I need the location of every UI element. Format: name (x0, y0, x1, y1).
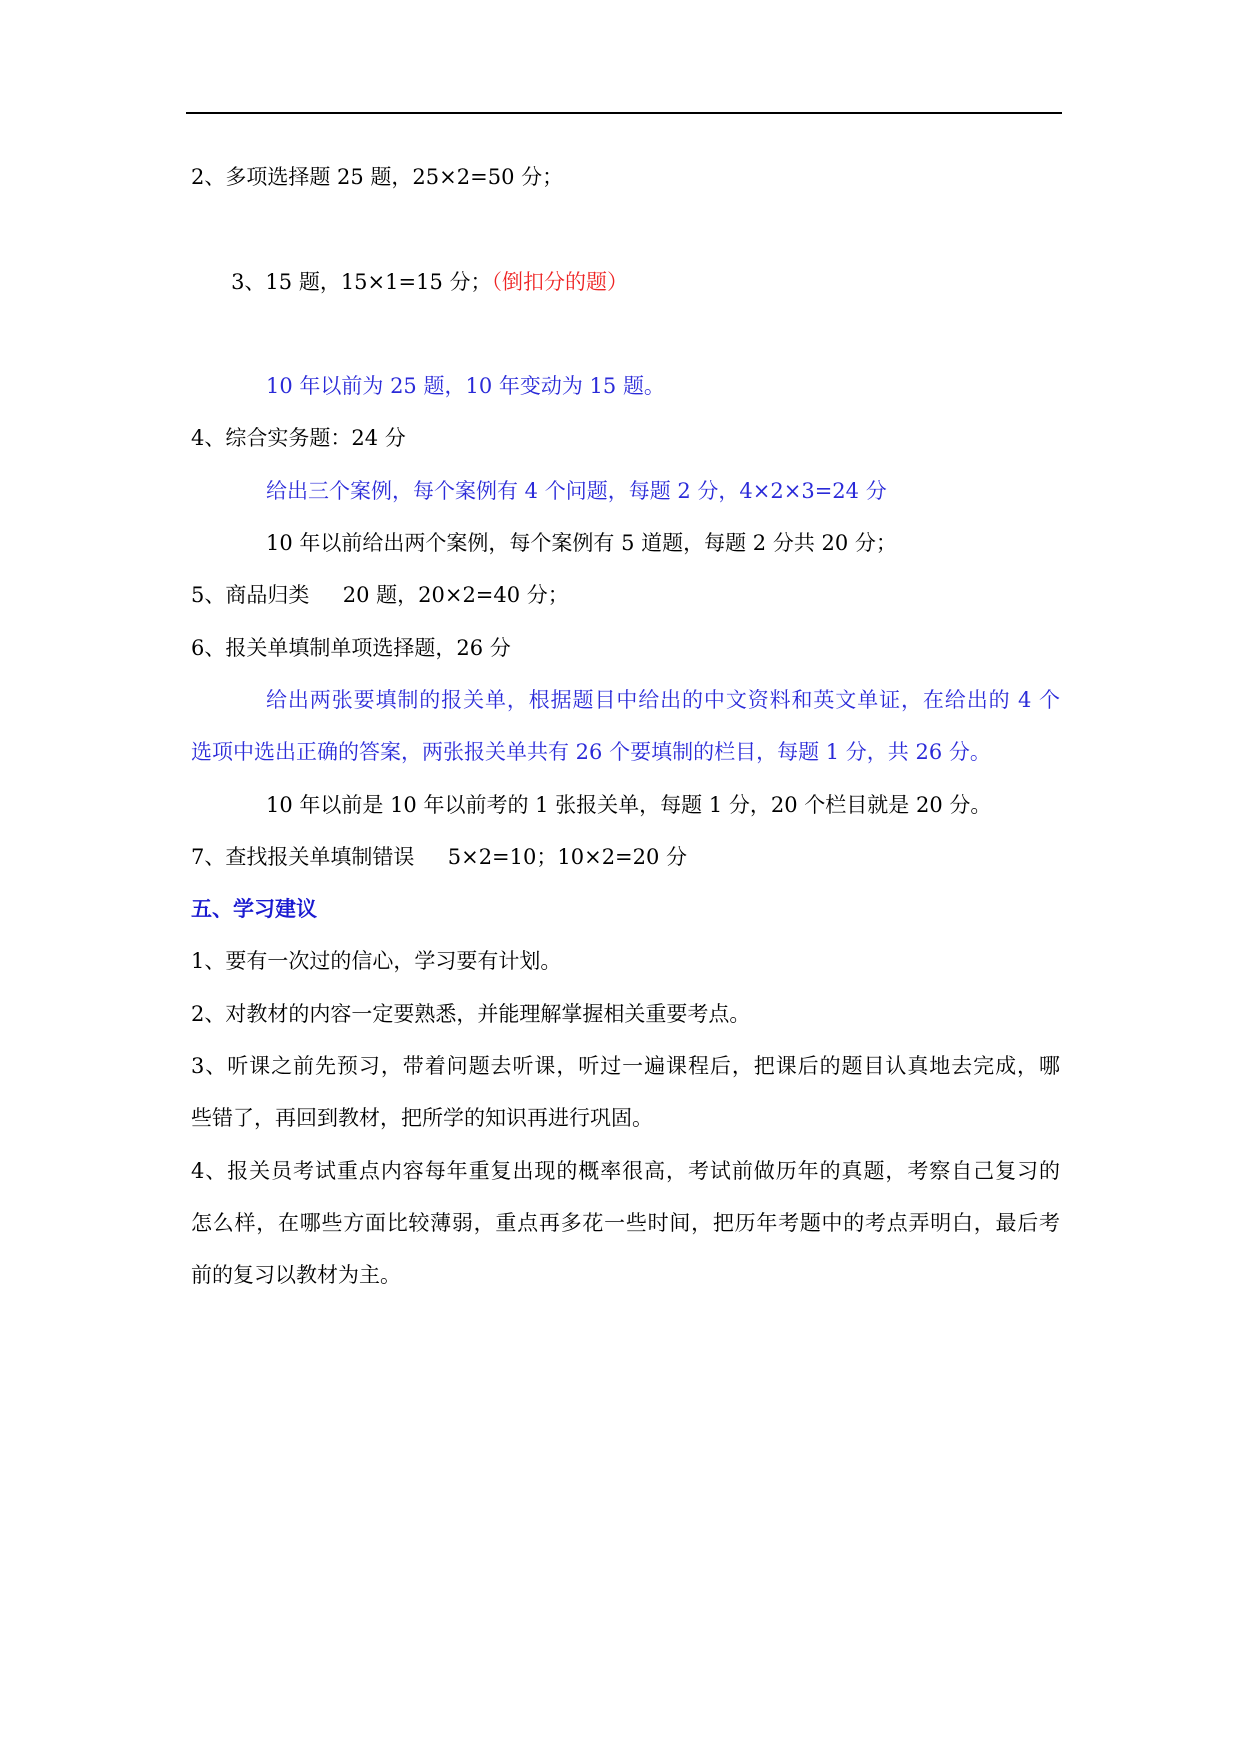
scoring-item-3-change: 10 年以前为 25 题，10 年变动为 15 题。 (266, 374, 665, 399)
paragraph-line: 3、听课之前先预习，带着问题去听课，听过一遍课程后，把课后的题目认真地去完成，哪 (191, 1054, 1060, 1079)
paragraph-line: 4、报关员考试重点内容每年重复出现的概率很高，考试前做历年的真题，考察自己复习的 (191, 1158, 1060, 1183)
scoring-item-4: 4、综合实务题：24 分 (191, 426, 406, 451)
scoring-item-3-note: （倒扣分的题） (491, 269, 628, 294)
paragraph-line: 怎么样，在哪些方面比较薄弱，重点再多花一些时间，把历年考题中的考点弄明白，最后考 (191, 1210, 1060, 1235)
advice-item-2 (191, 988, 1060, 1040)
document-body (191, 151, 1060, 1302)
paragraph-line: 选项中选出正确的答案，两张报关单共有 26 个要填制的栏目，每题 1 分，共 26 分。 (191, 740, 991, 765)
scoring-item-4-current: 给出三个案例，每个案例有 4 个问题，每题 2 分，4×2×3=24 分 (266, 478, 887, 503)
scoring-item-2: 2、多项选择题 25 题，25×2=50 分； (191, 165, 564, 189)
scoring-item-7: 7、查找报关单填制错误 5×2=10；10×2=20 分 (191, 844, 688, 869)
paragraph-line: 前的复习以教材为主。 (191, 1263, 401, 1288)
advice-item-3 (191, 1040, 1060, 1145)
paragraph-line: 些错了，再回到教材，把所学的知识再进行巩固。 (191, 1106, 653, 1131)
scoring-item-5: 5、商品归类 20 题，20×2=40 分； (191, 583, 569, 608)
header-rule (186, 112, 1062, 114)
scoring-item-6-before: 10 年以前是 10 年以前考的 1 张报关单，每题 1 分，20 个栏目就是 20 分。 (266, 792, 992, 817)
scoring-item-4-before: 10 年以前给出两个案例，每个案例有 5 道题，每题 2 分共 20 分； (266, 531, 897, 556)
paragraph-line: 给出两张要填制的报关单，根据题目中给出的中文资料和英文单证，在给出的 4 个 (266, 687, 1060, 712)
scoring-item-3 (191, 203, 1060, 360)
section-heading: 五、学习建议 (191, 896, 317, 922)
advice-item-1 (191, 935, 1060, 987)
scoring-item-6-current (191, 674, 1060, 779)
paragraph-line: 1、要有一次过的信心，学习要有计划。 (191, 949, 562, 974)
paragraph-line: 2、对教材的内容一定要熟悉，并能理解掌握相关重要考点。 (191, 1001, 751, 1026)
scoring-item-3-text: 3、15 题，15×1=15 分； (231, 269, 492, 294)
advice-item-4 (191, 1145, 1060, 1302)
scoring-item-6: 6、报关单填制单项选择题，26 分 (191, 635, 511, 660)
